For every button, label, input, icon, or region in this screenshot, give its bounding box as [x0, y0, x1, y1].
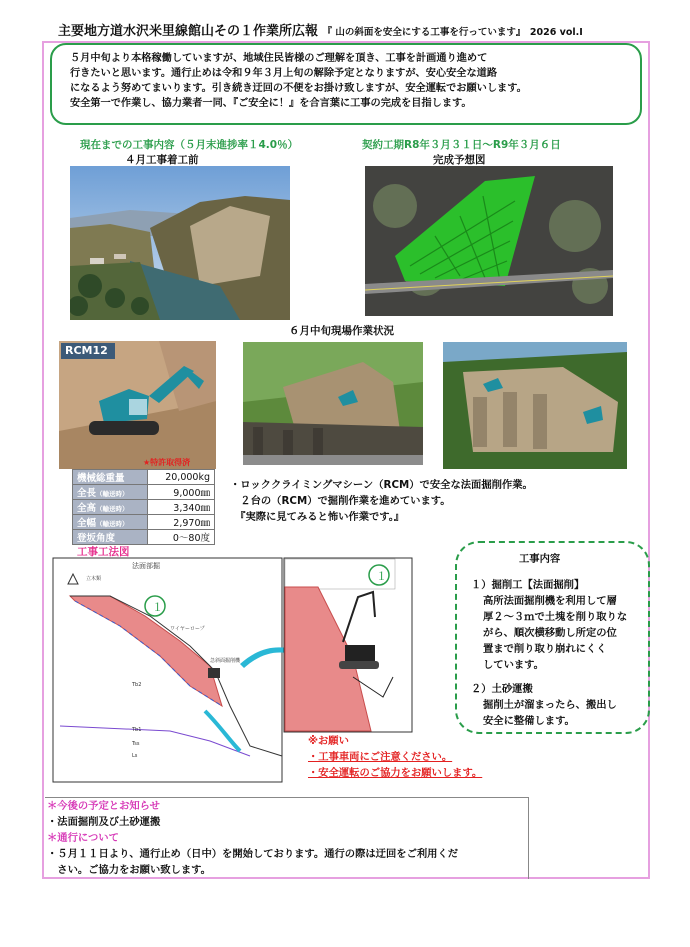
newsletter-subtitle: 『 山の斜面を安全にする工事を行っています』	[322, 27, 526, 38]
table-row	[73, 500, 215, 515]
cross-section-drawing	[50, 556, 285, 786]
rcm-description-line: ２台の（RCM）で掘削作業を進めています。	[230, 495, 451, 507]
work-content-title: 工事内容	[519, 553, 561, 565]
layer-label: Tb2	[132, 682, 142, 688]
rcm-description-line: ・ロッククライミングマシーン（RCM）で安全な法面掘削作業。	[230, 479, 533, 491]
spec-key: 全幅（輸送時）	[73, 515, 148, 530]
intro-line: 安全第一で作業し、協力業者一同、『ご安全に！』を合言葉に工事の完成を目指します。	[70, 98, 472, 109]
work-item-title: ２）土砂運搬	[471, 683, 533, 695]
before-photo-caption: ４月工事着工前	[125, 154, 199, 166]
june-site-photo-2	[443, 342, 627, 469]
issue-label: 2026 vol.Ⅰ	[529, 27, 583, 38]
before-construction-photo	[70, 166, 290, 320]
work-item-text: 安全に整備します。	[483, 715, 575, 727]
work-content-box	[455, 541, 650, 734]
work-item-text: 置まで削り取り崩れにくく	[483, 643, 607, 655]
spec-value: 9,000㎜	[148, 485, 215, 500]
layer-label: Tss	[132, 741, 140, 747]
june-site-caption: ６月中旬現場作業状況	[289, 325, 394, 337]
rcm-spec-table	[72, 469, 215, 545]
rcm-badge: RCM12	[65, 344, 108, 357]
work-item-text: 高所法面掘削機を利用して層	[483, 595, 617, 607]
rope-label: ワイヤーロープ	[170, 626, 205, 632]
spec-value: 20,000kg	[148, 470, 215, 485]
spec-value: 2,970㎜	[148, 515, 215, 530]
progress-label: 現在までの工事内容（５月末進捗率１4.0％）	[80, 139, 299, 151]
schedule-item: ・法面掘削及び土砂運搬	[47, 816, 161, 828]
work-item-text: 掘削土が溜まったら、搬出し	[483, 699, 617, 711]
detail-drawing	[283, 557, 413, 733]
table-row	[73, 515, 215, 530]
work-item-title: １）掘削工【法面掘削】	[471, 579, 585, 591]
rcm-description-line: 『実際に見てみると怖い作業です。』	[230, 511, 405, 523]
machine-label: 急斜面掘削機	[210, 658, 241, 664]
traffic-title: ＊通行について	[47, 832, 119, 844]
step-number: １	[152, 601, 163, 614]
spec-key: 全長（輸送時）	[73, 485, 148, 500]
work-item-text: 厚２～３ｍで土塊を削り取りな	[483, 611, 628, 623]
layer-label: Tb1	[132, 727, 142, 733]
contract-period-label: 契約工期R8年３月３１日～R9年３月６日	[362, 139, 561, 151]
table-row	[73, 530, 215, 545]
traffic-line: さい。ご協力をお願い致します。	[47, 864, 211, 876]
rcm-description	[230, 477, 533, 525]
june-site-photo-1	[243, 342, 423, 465]
schedule-title: ＊今後の予定とお知らせ	[47, 800, 160, 812]
rendering-caption: 完成予想図	[433, 154, 486, 166]
table-row	[73, 485, 215, 500]
spec-key: 全高（輸送時）	[73, 500, 148, 515]
news-section	[45, 797, 529, 879]
intro-line: になるよう努めてまいります。引き続き迂回の不便をお掛け致しますが、安全運転でお願いします。	[70, 83, 527, 94]
table-row	[73, 470, 215, 485]
layer-label: Ls	[132, 753, 138, 759]
step-number: １	[376, 570, 387, 583]
patent-label: ★特許取得済	[143, 458, 191, 467]
newsletter-header	[58, 20, 658, 39]
work-item-text: がら、順次横移動し所定の位	[483, 627, 617, 639]
warning-title: ※お願い	[308, 735, 349, 747]
spec-key: 登坂角度	[73, 530, 148, 545]
tree-label: 立木類	[86, 576, 102, 582]
intro-box	[50, 43, 642, 125]
completion-rendering	[365, 166, 613, 316]
traffic-line: ・５月１１日より、通行止め（日中）を開始しております。通行の際は迂回をご利用くだ	[47, 848, 459, 860]
spec-value: 0～80度	[148, 530, 215, 545]
rcm-machine-photo	[59, 341, 216, 469]
warning-block	[308, 733, 482, 781]
warning-line: ・工事車両にご注意ください。	[308, 751, 453, 763]
work-item-text: しています。	[483, 659, 544, 671]
method-title: 工事工法図	[77, 546, 130, 558]
spec-key: 機械総重量	[73, 470, 148, 485]
intro-line: ５月中旬より本格稼働していますが、地域住民皆様のご理解を頂き、工事を計画通り進めて	[70, 53, 488, 64]
newsletter-title: 主要地方道水沢米里線館山その１作業所広報	[58, 24, 319, 39]
drawing-title: 法面部掘	[132, 562, 160, 570]
intro-line: 行きたいと思います。通行止めは令和９年３月上旬の解除予定となりますが、安心安全な道路	[70, 68, 498, 79]
spec-value: 3,340㎜	[148, 500, 215, 515]
warning-line: ・安全運転のご協力をお願いします。	[308, 767, 483, 779]
